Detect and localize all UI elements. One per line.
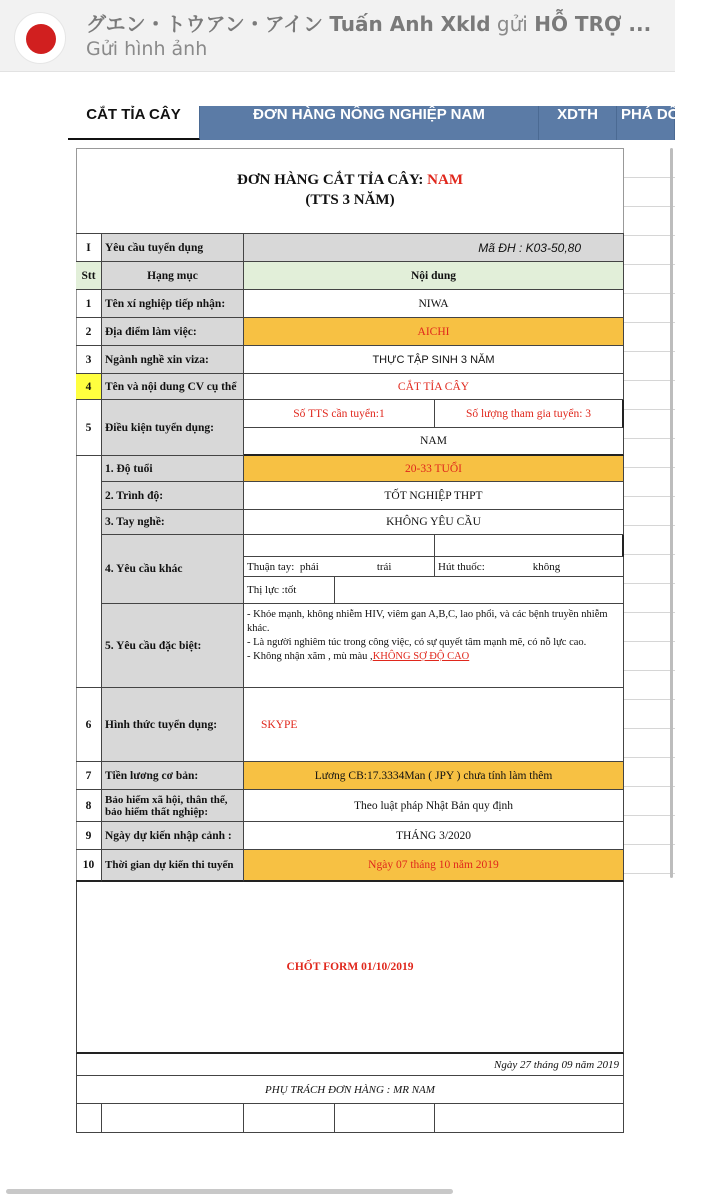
workplace-label: Địa điểm làm việc: [102,318,244,346]
exam-date-label: Thời gian dự kiến thi tuyển [102,850,244,882]
row-no: 6 [76,688,102,762]
sheet-grid-right [624,148,675,878]
col-item: Hạng mục [102,262,244,290]
education-value[interactable]: TỐT NGHIỆP THPT [244,482,624,510]
other-req-label: 4. Yêu cầu khác [102,535,244,604]
other-blank-3[interactable] [335,577,624,604]
sender-jp-name: グエン・トウアン・アイン [86,12,323,36]
order-code: Mã ĐH : K03-50,80 [244,234,624,262]
entry-date-label: Ngày dự kiến nhập cảnh : [102,822,244,850]
other-blank-1[interactable] [244,535,435,557]
row-no: 2 [76,318,102,346]
company-value[interactable]: NIWA [244,290,624,318]
recruit-form-value[interactable]: SKYPE [244,688,624,762]
tab-pha-do-gg[interactable]: PHÁ DỠ-GG [617,106,675,140]
company-label: Tên xí nghiệp tiếp nhận: [102,290,244,318]
date-line: Ngày 27 tháng 09 năm 2019 [76,1054,624,1076]
tab-xdth[interactable]: XDTH [539,106,617,140]
workplace-value[interactable]: AICHI [244,318,624,346]
row-no: 4 [76,374,102,400]
row-no: 8 [76,790,102,822]
vertical-scrollbar[interactable] [670,148,673,878]
entry-date-value[interactable]: THÁNG 3/2020 [244,822,624,850]
job-label: Tên và nội dung CV cụ thể [102,374,244,400]
manager-line: PHỤ TRÁCH ĐƠN HÀNG : MR NAM [76,1076,624,1104]
sender-verb: gửi [496,12,528,36]
special-line-1: - Khỏe mạnh, không nhiễm HIV, viêm gan A,B,C, lao phổi, và các bệnh truyền nhiễm khác. [247,609,608,634]
chat-header [0,0,675,72]
visa-value[interactable]: THỰC TẬP SINH 3 NĂM [244,346,624,374]
row-no: 9 [76,822,102,850]
skill-value[interactable]: KHÔNG YÊU CẦU [244,510,624,535]
salary-label: Tiền lương cơ bản: [102,762,244,790]
empty-cell [102,1104,244,1133]
handedness[interactable]: Thuận tay: phái trái [244,557,435,577]
row-no: 5 [76,400,102,456]
empty-cell [335,1104,435,1133]
group-avatar[interactable] [14,12,66,64]
job-value[interactable]: CẮT TỈA CÂY [244,374,624,400]
sheet-tabs [68,106,709,140]
insurance-label: Bảo hiểm xã hội, thân thể, bảo hiểm thất nghiệp: [102,790,244,822]
age-label: 1. Độ tuổi [102,456,244,482]
skill-label: 3. Tay nghề: [102,510,244,535]
special-line-3: - Không nhận xăm , mù màu ,KHÔNG SỢ ĐỘ CAO [247,651,470,662]
form-title-gender: NAM [427,172,463,188]
special-req-label: 5. Yêu cầu đặc biệt: [102,604,244,688]
message-sender-line [86,8,661,37]
participants[interactable]: Số lượng tham gia tuyển: 3 [435,400,624,428]
visa-label: Ngành nghề xin viza: [102,346,244,374]
closing-note: CHỐT FORM 01/10/2019 [76,882,624,1054]
japan-flag-icon [26,24,56,54]
message-subtitle: Gửi hình ảnh [86,38,208,60]
eyesight[interactable]: Thị lực :tốt [244,577,335,604]
row-no: 10 [76,850,102,882]
form-subtitle: (TTS 3 NĂM) [305,192,395,208]
empty-cell [244,1104,335,1133]
group-name[interactable]: HỖ TRỢ ... [534,12,652,36]
smoking[interactable]: Hút thuốc: không [435,557,624,577]
insurance-value[interactable]: Theo luật pháp Nhật Bản quy định [244,790,624,822]
empty-cell [76,1104,102,1133]
sender-name[interactable]: Tuấn Anh Xkld [329,12,491,36]
special-line-2: - Là người nghiêm túc trong công việc, có sự quyết tâm mạnh mẽ, có nỗ lực cao. [247,637,587,648]
other-blank-2[interactable] [435,535,624,557]
gender-value[interactable]: NAM [244,428,624,456]
education-label: 2. Trình độ: [102,482,244,510]
row-no: 3 [76,346,102,374]
recruit-form-label: Hình thức tuyển dụng: [102,688,244,762]
exam-date-value[interactable]: Ngày 07 tháng 10 năm 2019 [244,850,624,882]
form-title: ĐƠN HÀNG CẮT TỈA CÂY: NAM [236,172,463,188]
row-no: 1 [76,290,102,318]
row-no-blank [76,456,102,688]
col-content: Nội dung [244,262,624,290]
col-stt: Stt [76,262,102,290]
recruit-cond-label: Điều kiện tuyển dụng: [102,400,244,456]
tab-don-hang-nong-nghiep[interactable]: ĐƠN HÀNG NÔNG NGHIỆP NAM [200,106,539,140]
horizontal-scrollbar[interactable] [6,1189,453,1194]
row-no: 7 [76,762,102,790]
special-req-value[interactable] [244,604,624,688]
section-no: I [76,234,102,262]
tts-needed[interactable]: Số TTS cần tuyển:1 [244,400,435,428]
section-label: Yêu cầu tuyển dụng [102,234,244,262]
age-value[interactable]: 20-33 TUỔI [244,456,624,482]
salary-value[interactable]: Lương CB:17.3334Man ( JPY ) chưa tính làm thêm [244,762,624,790]
empty-cell [435,1104,624,1133]
no-fear-height: KHÔNG SỢ ĐỘ CAO [372,651,470,662]
tab-cat-tia-cay[interactable]: CẮT TỈA CÂY [68,106,200,140]
